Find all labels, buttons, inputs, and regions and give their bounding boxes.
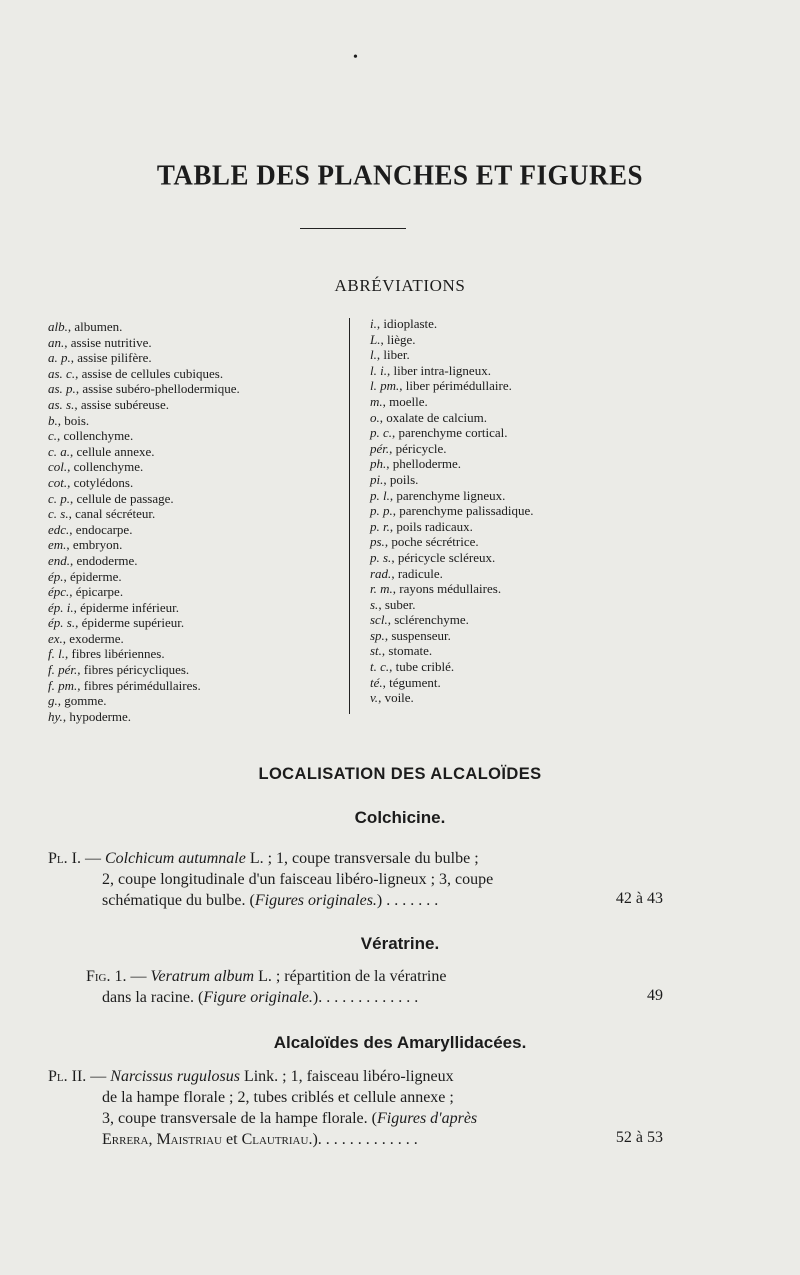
abbreviations-right-column [370, 316, 670, 706]
abbreviation-definition: , assise de cellules cubiques. [75, 365, 224, 381]
abbreviation-item [370, 566, 670, 582]
abbreviation-term: scl. [370, 612, 388, 628]
abbreviation-definition: , phelloderme. [386, 456, 461, 472]
abbreviation-term: f. pér. [48, 662, 78, 678]
abbreviation-term: ép. [48, 568, 64, 584]
abbreviation-term: edc. [48, 521, 70, 537]
abbreviation-item [370, 363, 670, 379]
abbreviation-item [48, 569, 344, 585]
heading-veratrine: Vératrine. [360, 934, 440, 953]
abbreviation-item [48, 537, 344, 553]
abbreviation-definition: , liber. [376, 347, 410, 363]
abbreviation-term: m. [370, 393, 383, 409]
abbreviation-term: st. [370, 643, 382, 659]
abbreviation-item [48, 397, 344, 413]
entry-label: Fig. 1. [86, 968, 127, 985]
abbreviation-term: L. [370, 331, 381, 347]
abbreviation-definition: , albumen. [67, 319, 123, 334]
abbreviation-item [48, 366, 344, 382]
entry-label: Pl. II. [48, 1068, 87, 1085]
entry-line: Errera, Maistriau et Clautriau.). . . . . . . . . . . . . [102, 1131, 418, 1148]
abbreviation-item [370, 612, 670, 628]
abbreviation-term: s. [370, 596, 379, 612]
abbreviation-definition: , péricycle. [389, 440, 447, 456]
abbreviation-item [370, 332, 670, 348]
entry-line: — Veratrum album L. ; répartition de la vératrine [126, 968, 447, 985]
abbreviation-definition: , fibres péricycliques. [77, 662, 190, 678]
abbreviation-item [48, 459, 344, 475]
abbreviation-definition: , cellule de passage. [70, 490, 174, 506]
abbreviation-definition: , tube criblé. [389, 659, 455, 675]
heading-amaryllidacees: Alcaloïdes des Amaryllidacées. [273, 1033, 527, 1052]
abbreviation-term: o. [370, 409, 380, 425]
abbreviation-item [370, 425, 670, 441]
abbreviation-term: l. pm. [370, 378, 400, 394]
abbreviation-term: as. c. [48, 365, 76, 381]
abbreviation-item [48, 709, 344, 725]
abbreviation-definition: , canal sécréteur. [68, 506, 156, 522]
abbreviation-term: alb. [48, 319, 68, 334]
abbreviation-definition: , hypoderme. [62, 708, 132, 724]
abbreviation-definition: , assise subéro-phellodermique. [75, 381, 240, 397]
abbreviation-item [370, 534, 670, 550]
abbreviations-heading: ABRÉVIATIONS [334, 276, 466, 295]
abbreviation-term: an. [48, 334, 65, 350]
abbreviation-definition: , endocarpe. [69, 521, 133, 537]
abbreviation-definition: , poils radicaux. [389, 518, 473, 534]
abbreviation-definition: , parenchyme cortical. [392, 425, 508, 441]
entry-label: Pl. I. [48, 850, 81, 867]
abbreviation-definition: , collenchyme. [67, 459, 144, 475]
entry-line: 3, coupe transversale de la hampe florale. (Figures d'après [102, 1110, 478, 1127]
heading-colchicine: Colchicine. [354, 808, 446, 827]
abbreviation-definition: , stomate. [381, 643, 433, 659]
page-title: TABLE DES PLANCHES ET FIGURES [156, 159, 644, 191]
abbreviation-item [48, 678, 344, 694]
abbreviation-term: cot. [48, 474, 68, 490]
abbreviation-term: c. p. [48, 490, 71, 506]
abbreviation-definition: , rayons médullaires. [392, 581, 502, 597]
abbreviation-definition: , liège. [380, 331, 416, 347]
abbreviation-definition: , tégument. [382, 674, 441, 690]
entry-line: — Colchicum autumnale L. ; 1, coupe transversale du bulbe ; [80, 850, 479, 867]
abbreviation-term: p. r. [370, 518, 390, 534]
abbreviation-item [370, 628, 670, 644]
abbreviation-definition: , collenchyme. [57, 428, 134, 444]
abbreviation-term: l. [370, 347, 377, 363]
entry-line: dans la racine. (Figure originale.). . . . . . . . . . . . . [102, 989, 419, 1006]
abbreviation-term: end. [48, 552, 71, 568]
abbreviation-definition: , assise nutritive. [64, 334, 152, 350]
abbreviation-item [370, 316, 670, 332]
abbreviation-term: ph. [370, 456, 387, 472]
abbreviation-definition: , assise subéreuse. [74, 396, 169, 412]
abbreviation-item [48, 693, 344, 709]
abbreviation-item [48, 413, 344, 429]
entry-line: — Narcissus rugulosus Link. ; 1, faisceau libéro-ligneux [86, 1068, 454, 1085]
abbreviation-item [370, 597, 670, 613]
abbreviation-item [370, 690, 670, 706]
abbreviation-item [48, 319, 344, 335]
abbreviation-term: pi. [370, 471, 384, 487]
abbreviation-definition: , sclérenchyme. [387, 612, 469, 628]
abbreviation-item [370, 472, 670, 488]
abbreviation-definition: , oxalate de calcium. [379, 409, 487, 425]
abbreviation-definition: , suber. [378, 596, 416, 612]
abbreviation-item [48, 475, 344, 491]
abbreviation-item [48, 615, 344, 631]
abbreviation-term: a. p. [48, 350, 71, 366]
abbreviation-definition: , exoderme. [62, 630, 124, 646]
entry-pages: 49 [647, 987, 663, 1004]
abbreviation-term: f. l. [48, 646, 65, 662]
abbreviation-definition: , embryon. [66, 537, 123, 553]
abbreviation-item [48, 662, 344, 678]
abbreviation-item [48, 428, 344, 444]
abbreviation-definition: , endoderme. [70, 552, 138, 568]
title-rule [300, 228, 406, 229]
abbreviation-item [370, 503, 670, 519]
abbreviation-item [48, 553, 344, 569]
abbreviation-term: ép. i. [48, 599, 74, 615]
abbreviation-item [370, 659, 670, 675]
entry-pages: 52 à 53 [615, 1129, 663, 1146]
entry-pages: 42 à 43 [615, 890, 663, 907]
abbreviation-item [370, 347, 670, 363]
abbreviation-term: v. [370, 690, 379, 706]
abbreviation-term: p. c. [370, 425, 393, 441]
abbreviation-item [370, 643, 670, 659]
abbreviation-term: hy. [48, 708, 63, 724]
entry-line: 2, coupe longitudinale d'un faisceau libéro-ligneux ; 3, coupe [102, 871, 494, 888]
abbreviation-item [48, 522, 344, 538]
abbreviation-item [370, 675, 670, 691]
abbreviation-term: i. [370, 316, 377, 331]
abbreviation-item [370, 581, 670, 597]
abbreviation-item [48, 444, 344, 460]
abbreviation-term: as. s. [48, 396, 75, 412]
section-title: LOCALISATION DES ALCALOÏDES [258, 765, 542, 783]
abbreviation-item [370, 488, 670, 504]
abbreviation-definition: , liber intra-ligneux. [386, 362, 491, 378]
abbreviation-term: épc. [48, 584, 70, 600]
abbreviation-term: ps. [370, 534, 385, 550]
abbreviation-term: c. a. [48, 443, 71, 459]
abbreviation-definition: , épiderme. [63, 568, 122, 584]
entry-fig-1 [86, 966, 606, 1008]
abbreviation-term: c. s. [48, 506, 69, 522]
abbreviation-definition: , idioplaste. [376, 316, 438, 331]
abbreviation-item [370, 456, 670, 472]
abbreviation-term: p. l. [370, 487, 390, 503]
abbreviation-item [48, 506, 344, 522]
abbreviation-item [370, 410, 670, 426]
abbreviation-item [370, 378, 670, 394]
abbreviation-term: sp. [370, 627, 385, 643]
abbreviation-definition: , fibres libériennes. [64, 646, 165, 662]
abbreviation-definition: , épiderme supérieur. [75, 615, 185, 631]
abbreviations-left-column [48, 319, 344, 724]
abbreviation-item [48, 335, 344, 351]
abbreviation-definition: , épiderme inférieur. [73, 599, 180, 615]
abbreviation-item [370, 394, 670, 410]
abbreviation-definition: , suspenseur. [384, 627, 451, 643]
abbreviation-term: té. [370, 674, 383, 690]
abbreviation-term: rad. [370, 565, 392, 581]
abbreviation-definition: , liber périmédullaire. [399, 378, 512, 394]
abbreviation-definition: , moelle. [382, 393, 428, 409]
abbreviation-definition: , parenchyme palissadique. [392, 503, 534, 519]
abbreviation-term: col. [48, 459, 68, 475]
abbreviation-definition: , radicule. [391, 565, 443, 581]
abbreviation-definition: , poche sécrétrice. [384, 534, 479, 550]
abbreviation-term: l. i. [370, 362, 387, 378]
entry-pl-2 [48, 1066, 608, 1150]
abbreviation-term: as. p. [48, 381, 76, 397]
abbreviation-definition: , péricycle scléreux. [391, 549, 496, 565]
abbreviation-definition: , cotylédons. [67, 474, 134, 490]
abbreviation-definition: , parenchyme ligneux. [389, 487, 506, 503]
abbreviation-item [48, 584, 344, 600]
abbreviation-definition: , poils. [383, 471, 419, 487]
abbreviation-definition: , voile. [378, 690, 414, 706]
abbreviation-term: p. s. [370, 549, 392, 565]
abbreviation-definition: , cellule annexe. [70, 443, 155, 459]
abbreviation-item [48, 350, 344, 366]
abbreviation-term: ép. s. [48, 615, 76, 631]
abbreviation-definition: , gomme. [57, 693, 107, 709]
column-divider [349, 318, 350, 714]
abbreviation-item [48, 491, 344, 507]
abbreviation-definition: , assise pilifère. [70, 350, 152, 366]
abbreviation-term: p. p. [370, 503, 393, 519]
abbreviation-item [48, 600, 344, 616]
entry-line: schématique du bulbe. (Figures originales.) . . . . . . . [102, 892, 439, 909]
abbreviation-term: c. [48, 428, 58, 444]
abbreviation-item [370, 441, 670, 457]
abbreviation-item [48, 631, 344, 647]
abbreviation-term: b. [48, 412, 58, 428]
abbreviation-definition: , épicarpe. [69, 584, 124, 600]
entry-line: de la hampe florale ; 2, tubes criblés et cellule annexe ; [102, 1089, 454, 1106]
abbreviation-item [370, 550, 670, 566]
printer-dot: • [353, 50, 358, 65]
abbreviation-item [48, 381, 344, 397]
abbreviation-item [48, 646, 344, 662]
abbreviation-definition: , bois. [57, 412, 90, 428]
abbreviation-term: g. [48, 693, 58, 709]
abbreviation-term: pér. [370, 440, 390, 456]
entry-pl-1 [48, 848, 608, 911]
abbreviation-definition: , fibres périmédullaires. [77, 677, 201, 693]
abbreviation-term: ex. [48, 630, 63, 646]
abbreviation-term: r. m. [370, 581, 393, 597]
abbreviation-item [370, 519, 670, 535]
abbreviation-term: f. pm. [48, 677, 78, 693]
abbreviation-term: em. [48, 537, 67, 553]
abbreviation-term: t. c. [370, 659, 390, 675]
